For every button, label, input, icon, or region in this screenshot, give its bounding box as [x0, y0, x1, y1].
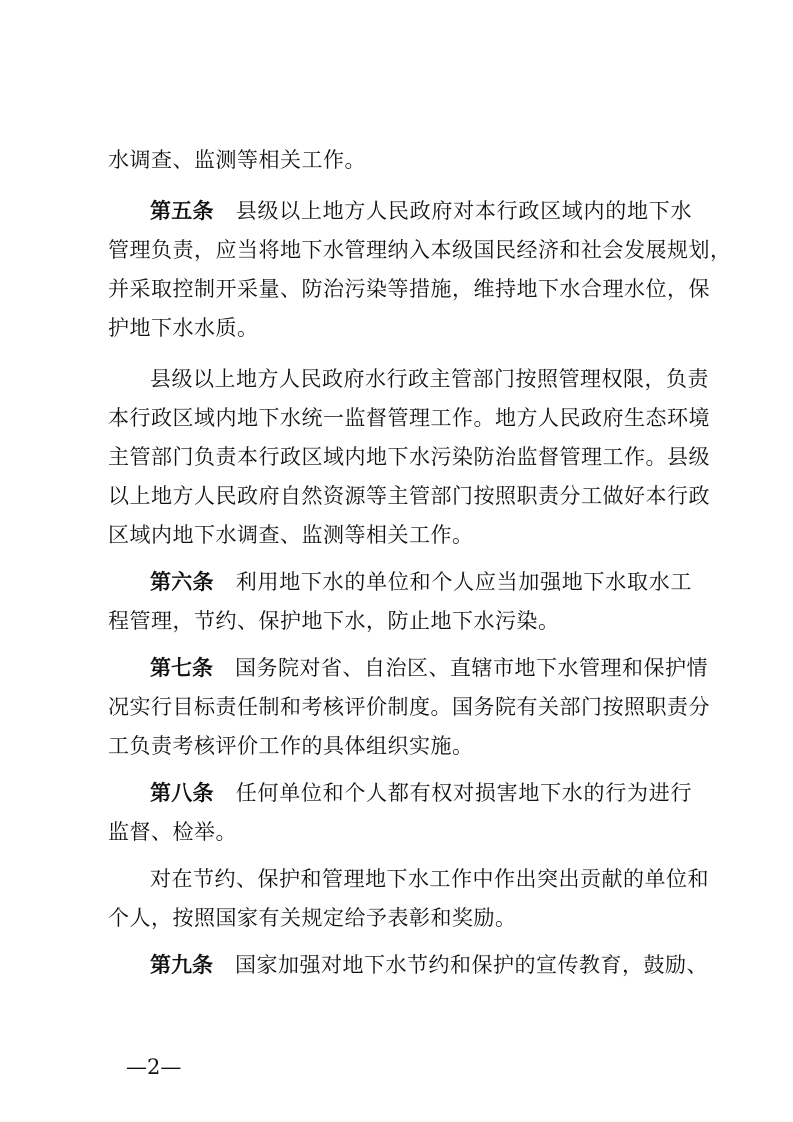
article-8-first-line — [150, 773, 692, 813]
line-text: 护地下水水质。 — [108, 316, 259, 340]
line-text: 管理负责，应当将地下水管理纳入本级国民经济和社会发展规划， — [108, 238, 732, 262]
line-text: 主管部门负责本行政区域内地下水污染防治监督管理工作。县级 — [108, 445, 710, 469]
text-line — [108, 726, 692, 766]
article-9-first-line — [150, 945, 708, 985]
text-line — [108, 437, 710, 477]
text-line — [108, 812, 692, 852]
line-text: 程管理，节约、保护地下水，防止地下水污染。 — [108, 609, 560, 633]
text-line — [108, 476, 710, 516]
text-line — [108, 687, 710, 727]
line-text: 对在节约、保护和管理地下水工作中作出突出贡献的单位和 — [150, 867, 709, 891]
line-text: 任何单位和个人都有权对损害地下水的行为进行 — [235, 781, 692, 805]
line-text: 水调查、监测等相关工作。 — [108, 148, 366, 172]
line-text: 县级以上地方人民政府对本行政区域内的地下水 — [235, 199, 692, 223]
line-text: 监督、检举。 — [108, 820, 237, 844]
article-heading: 第五条 — [150, 199, 214, 223]
paragraph-first-line — [150, 859, 709, 899]
text-line — [108, 515, 692, 555]
line-text: 县级以上地方人民政府水行政主管部门按照管理权限，负责 — [150, 367, 709, 391]
article-6-first-line — [150, 562, 692, 602]
text-line — [108, 230, 732, 270]
line-text: 并采取控制开采量、防治污染等措施，维持地下水合理水位，保 — [108, 277, 710, 301]
line-text: 国务院对省、自治区、直辖市地下水管理和保护情 — [235, 656, 708, 680]
article-heading: 第六条 — [150, 570, 214, 594]
text-line — [108, 601, 692, 641]
text-line — [108, 398, 710, 438]
line-text: 个人，按照国家有关规定给予表彰和奖励。 — [108, 906, 517, 930]
line-text: 国家加强对地下水节约和保护的宣传教育，鼓励、 — [235, 953, 708, 977]
page-number: —2— — [126, 1055, 182, 1079]
line-text: 工负责考核评价工作的具体组织实施。 — [108, 734, 474, 758]
line-text: 区域内地下水调查、监测等相关工作。 — [108, 523, 474, 547]
article-heading: 第七条 — [150, 656, 213, 680]
line-text: 况实行目标责任制和考核评价制度。国务院有关部门按照职责分 — [108, 695, 710, 719]
text-line — [108, 140, 692, 180]
article-7-first-line — [150, 648, 708, 688]
line-text: 本行政区域内地下水统一监督管理工作。地方人民政府生态环境 — [108, 406, 710, 430]
paragraph-first-line — [150, 359, 709, 399]
text-line — [108, 308, 692, 348]
text-line — [108, 269, 710, 309]
article-heading: 第九条 — [150, 953, 213, 977]
article-5-first-line — [150, 191, 692, 231]
line-text: 利用地下水的单位和个人应当加强地下水取水工 — [235, 570, 692, 594]
article-heading: 第八条 — [150, 781, 214, 805]
line-text: 以上地方人民政府自然资源等主管部门按照职责分工做好本行政 — [108, 484, 710, 508]
text-line — [108, 898, 692, 938]
